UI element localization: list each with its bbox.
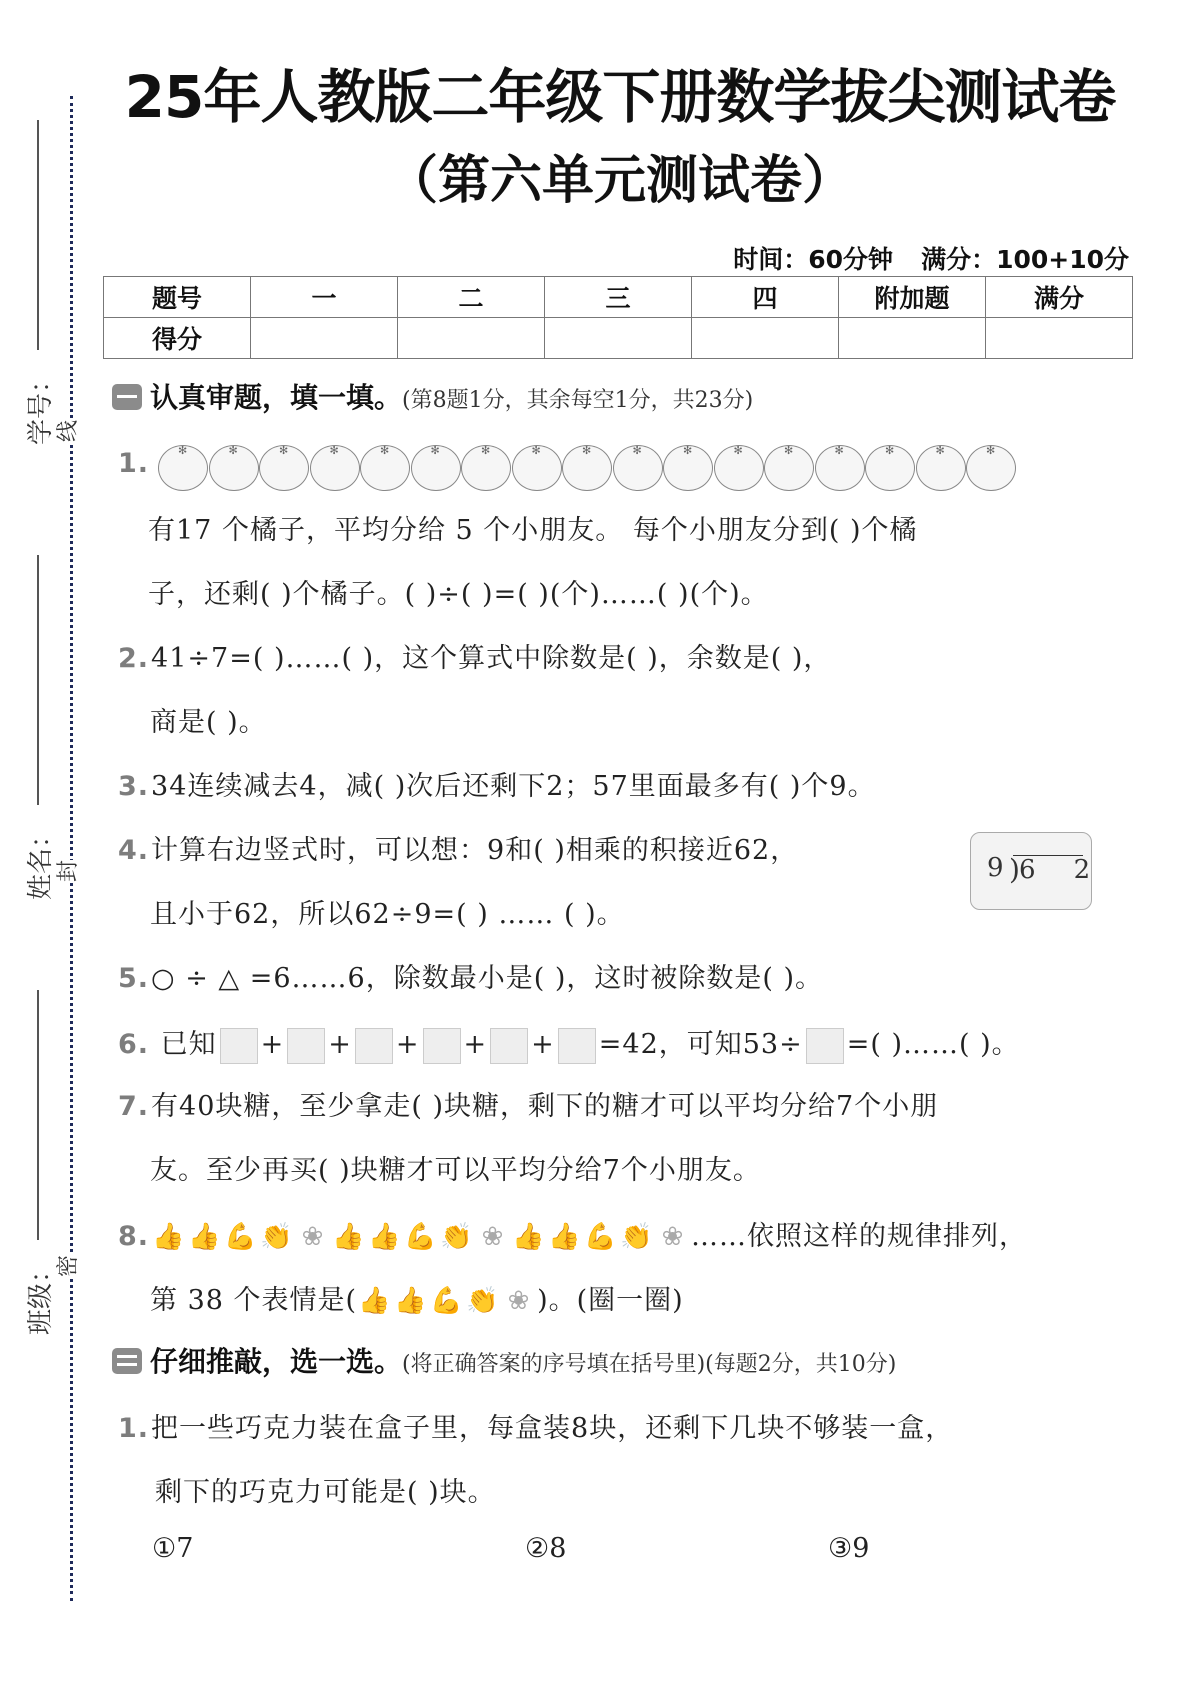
orange-icon <box>815 445 865 491</box>
class-rule <box>37 990 39 1240</box>
score-cell[interactable] <box>692 318 839 359</box>
binding-dotted-line <box>70 96 73 1601</box>
option-2[interactable]: ②8 <box>525 1533 567 1564</box>
full-score: 满分：100+10分 <box>921 245 1129 274</box>
exam-meta <box>733 240 1129 276</box>
seal-char-seal: 封 <box>56 859 82 883</box>
q6-line-1: 6. 已知 + + + + + =42，可知53÷ =( )……( )。 <box>118 1022 1020 1064</box>
clapping-hands-icon: 👏 <box>620 1222 654 1252</box>
orange-icon <box>714 445 764 491</box>
name-rule <box>37 555 39 805</box>
clapping-hands-icon: 👏 <box>260 1222 294 1252</box>
orange-icon <box>663 445 713 491</box>
clapping-hands-icon: 👏 <box>440 1222 474 1252</box>
section-2-heading <box>112 1340 896 1380</box>
unknown-box[interactable] <box>355 1028 393 1064</box>
orange-icon <box>613 445 663 491</box>
s2-q1-line-1: 1.把一些巧克力装在盒子里，每盒装8块，还剩下几块不够装一盒， <box>118 1413 954 1444</box>
time-limit: 时间：60分钟 <box>733 245 894 274</box>
score-cell[interactable] <box>839 318 986 359</box>
section-number-two-icon <box>112 1348 142 1374</box>
flower-icon: ❀ <box>301 1222 325 1252</box>
q4-line-2: 且小于62，所以62÷9=( ) …… ( )。 <box>150 899 625 930</box>
orange-icon <box>259 445 309 491</box>
section-note: (第8题1分，其余每空1分，共23分) <box>402 388 754 413</box>
q1-line-1: 有17 个橘子，平均分给 5 个小朋友。 每个小朋友分到( )个橘 <box>148 515 918 546</box>
header-cell: 满分 <box>986 277 1133 318</box>
option-3[interactable]: ③9 <box>828 1533 870 1564</box>
flexed-arm-choice-icon[interactable]: 💪 <box>430 1286 464 1316</box>
thumbs-up-icon: 👍 <box>152 1222 186 1252</box>
unknown-box[interactable] <box>423 1028 461 1064</box>
header-cell: 四 <box>692 277 839 318</box>
score-cell[interactable] <box>545 318 692 359</box>
q7-line-1: 7.有40块糖，至少拿走( )块糖，剩下的糖才可以平均分给7个小朋 <box>118 1091 939 1122</box>
clapping-hands-choice-icon[interactable]: 👏 <box>466 1286 500 1316</box>
oranges-illustration <box>158 445 1017 491</box>
orange-icon <box>865 445 915 491</box>
orange-icon <box>916 445 966 491</box>
student-id-rule <box>37 120 39 350</box>
score-table <box>103 276 1133 359</box>
q2-line-2: 商是( )。 <box>150 707 267 738</box>
student-id-label: 学号： <box>26 366 56 445</box>
page-subtitle: （第六单元测试卷） <box>385 151 854 211</box>
q5-line-1: 5.○ ÷ △ =6……6，除数最小是( )，这时被除数是( )。 <box>118 963 824 994</box>
q4-line-1: 4.计算右边竖式时，可以想：9和( )相乘的积接近62， <box>118 835 799 866</box>
name-label: 姓名： <box>26 821 56 900</box>
thumbs-up-icon: 👍 <box>332 1222 366 1252</box>
option-1[interactable]: ①7 <box>152 1533 194 1564</box>
score-cell[interactable] <box>986 318 1133 359</box>
score-table-header-row <box>104 277 1133 318</box>
class-label: 班级： <box>26 1256 56 1335</box>
thumbs-up-icon: 👍 <box>512 1222 546 1252</box>
score-table-score-row <box>104 318 1133 359</box>
thumbs-up-choice-icon[interactable]: 👍 <box>394 1286 428 1316</box>
orange-icon <box>966 445 1016 491</box>
orange-icon <box>461 445 511 491</box>
orange-icon <box>158 445 208 491</box>
q3-line-1: 3.34连续减去4，减( )次后还剩下2；57里面最多有( )个9。 <box>118 771 876 802</box>
q1-number: 1. <box>118 448 150 479</box>
q8-line-1: 8. 👍 👍 💪 👏 ❀ 👍 👍 💪 👏 ❀ 👍 👍 💪 👏 ❀ ……依照这样的规律排列， <box>118 1221 1028 1252</box>
q7-line-2: 友。至少再买( )块糖才可以平均分给7个小朋友。 <box>150 1155 761 1186</box>
orange-icon <box>562 445 612 491</box>
long-division-box <box>970 832 1092 910</box>
divisor: 9 <box>987 853 1004 883</box>
seal-char-line: 线 <box>56 419 82 443</box>
s2-q1-line-2: 剩下的巧克力可能是( )块。 <box>155 1477 496 1508</box>
orange-icon <box>360 445 410 491</box>
page-title: 25年人教版二年级下册数学拔尖测试卷 <box>124 63 1116 131</box>
q1-line-2: 子，还剩( )个橘子。( )÷( )=( )(个)……( )(个)。 <box>148 579 769 610</box>
seal-char-secret: 密 <box>56 1254 82 1278</box>
q2-line-1: 2.41÷7=( )……( )，这个算式中除数是( )，余数是( )， <box>118 643 832 674</box>
flower-icon: ❀ <box>481 1222 505 1252</box>
division-bracket-icon: ) <box>1009 853 1020 886</box>
score-cell[interactable] <box>251 318 398 359</box>
header-cell: 三 <box>545 277 692 318</box>
header-cell: 二 <box>398 277 545 318</box>
section-1-heading <box>112 376 753 416</box>
orange-icon <box>512 445 562 491</box>
unknown-box[interactable] <box>490 1028 528 1064</box>
thumbs-up-icon: 👍 <box>188 1222 222 1252</box>
row-label: 得分 <box>104 318 251 359</box>
thumbs-up-icon: 👍 <box>368 1222 402 1252</box>
flower-icon: ❀ <box>661 1222 685 1252</box>
orange-icon <box>411 445 461 491</box>
flexed-arm-icon: 💪 <box>404 1222 438 1252</box>
unknown-box[interactable] <box>558 1028 596 1064</box>
flexed-arm-icon: 💪 <box>224 1222 258 1252</box>
score-cell[interactable] <box>398 318 545 359</box>
flexed-arm-icon: 💪 <box>584 1222 618 1252</box>
thumbs-up-choice-icon[interactable]: 👍 <box>358 1286 392 1316</box>
header-cell: 题号 <box>104 277 251 318</box>
header-cell: 一 <box>251 277 398 318</box>
unknown-box[interactable] <box>220 1028 258 1064</box>
orange-icon <box>310 445 360 491</box>
header-cell: 附加题 <box>839 277 986 318</box>
section-number-one-icon <box>112 384 142 410</box>
flower-choice-icon[interactable]: ❀ <box>507 1286 531 1316</box>
orange-icon <box>764 445 814 491</box>
thumbs-up-icon: 👍 <box>548 1222 582 1252</box>
dividend: 6 2 <box>1019 855 1092 885</box>
orange-icon <box>209 445 259 491</box>
section-title: 认真审题，填一填。 <box>150 381 403 414</box>
unknown-box[interactable] <box>806 1028 844 1064</box>
unknown-box[interactable] <box>287 1028 325 1064</box>
section-note: (将正确答案的序号填在括号里)(每题2分，共10分) <box>402 1352 897 1377</box>
q8-line-2: 第 38 个表情是(👍 👍 💪 👏 ❀ )。(圈一圈) <box>150 1285 684 1316</box>
section-title: 仔细推敲，选一选。 <box>150 1345 403 1378</box>
